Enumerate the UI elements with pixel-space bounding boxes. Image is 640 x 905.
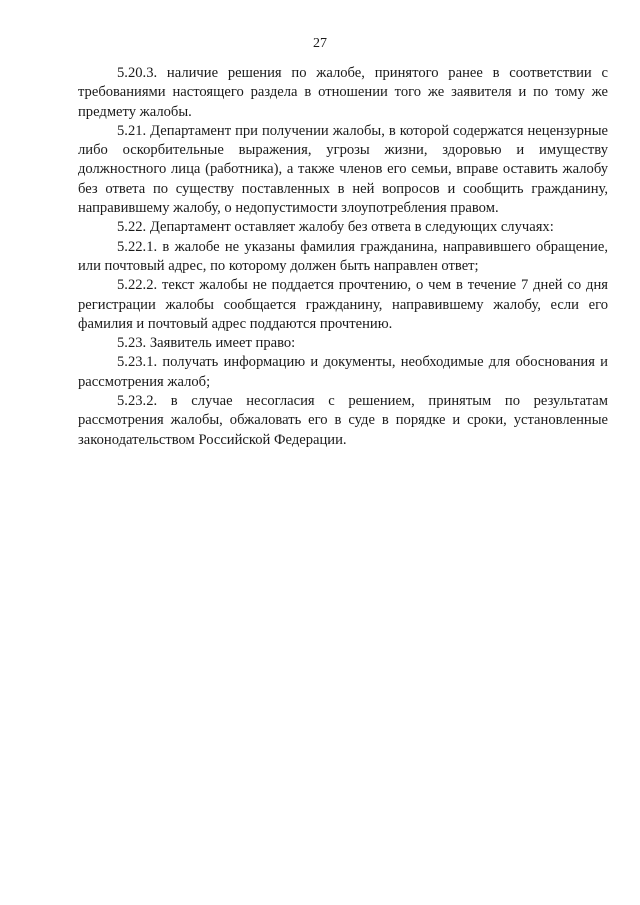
page-number: 27 bbox=[313, 36, 327, 51]
paragraph-5-23: 5.23. Заявитель имеет право: bbox=[117, 335, 296, 352]
paragraph-5-22-2: 5.22.2. текст жалобы не поддается прочтению, о чем в течение 7 дней со дня регистрации жалобы сообщается гражданину, направившему жалобу, если его фамилия и почтовый адрес поддаются прочтению. bbox=[78, 277, 608, 332]
paragraph-5-23-1: 5.23.1. получать информацию и документы, необходимые для обоснования и рассмотрения жалоб; bbox=[78, 354, 608, 390]
paragraph-5-20-3: 5.20.3. наличие решения по жалобе, принятого ранее в соответствии с требованиями настоящего раздела в отношении того же заявителя и по тому же предмету жалобы. bbox=[78, 65, 608, 120]
paragraph-5-22-1: 5.22.1. в жалобе не указаны фамилия гражданина, направившего обращение, или почтовый адрес, по которому должен быть направлен ответ; bbox=[78, 238, 608, 274]
paragraph-5-21: 5.21. Департамент при получении жалобы, в которой содержатся нецензурные либо оскорбительные выражения, угрозы жизни, здоровью и имуществу должностного лица (работника), а также членов его семьи, вправе оставить жалобу без ответа по существу поставленных в ней вопросов и сообщить гражданину, направившему жалобу, о недопустимости злоупотребления правом. bbox=[78, 122, 608, 217]
document-body bbox=[78, 64, 608, 450]
paragraph-5-23-2: 5.23.2. в случае несогласия с решением, принятым по результатам рассмотрения жалобы, обжаловать его в суде в порядке и сроки, установленные законодательством Российской Федерации. bbox=[78, 393, 608, 448]
paragraph-5-22: 5.22. Департамент оставляет жалобу без ответа в следующих случаях: bbox=[117, 219, 554, 236]
